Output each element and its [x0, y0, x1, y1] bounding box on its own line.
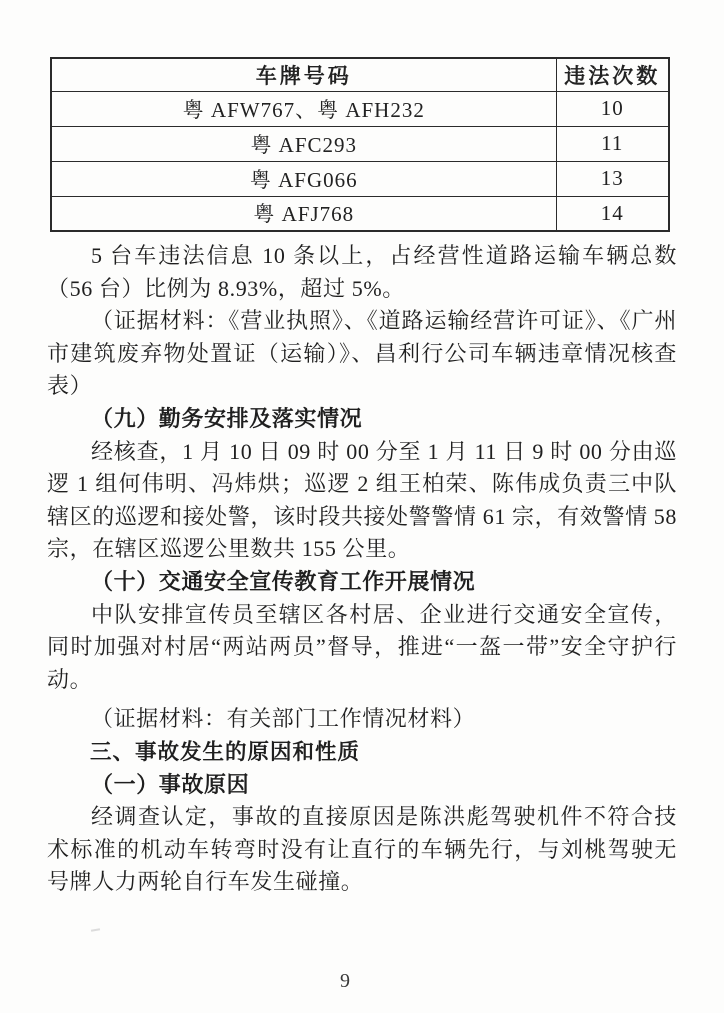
page-number: 9 — [340, 970, 350, 992]
table-cell-count: 10 — [556, 91, 669, 126]
heading-section-10-traffic-safety-publicity: （十）交通安全宣传教育工作开展情况 — [91, 568, 476, 594]
paragraph-evidence-materials-departments: （证据材料：有关部门工作情况材料） — [91, 706, 476, 732]
table-row — [51, 91, 669, 126]
table-header-row — [51, 58, 669, 91]
vehicle-violations-table — [50, 57, 670, 232]
column-header-plate-number: 车牌号码 — [51, 58, 556, 91]
table-cell-count: 14 — [556, 196, 669, 231]
table-cell-plate: 粤 AFG066 — [51, 161, 556, 196]
table-cell-count: 11 — [556, 126, 669, 161]
table-cell-plate: 粤 AFW767、粤 AFH232 — [51, 91, 556, 126]
table-cell-plate: 粤 AFC293 — [51, 126, 556, 161]
table-row — [51, 196, 669, 231]
table-cell-count: 13 — [556, 161, 669, 196]
paragraph-accident-cause-finding: 经调查认定，事故的直接原因是陈洪彪驾驶机件不符合技术标准的机动车转弯时没有让直行的车辆先行，与刘桃驾驶无号牌人力两轮自行车发生碰撞。 — [47, 804, 677, 895]
document-body — [47, 240, 677, 899]
heading-subsection-1-accident-cause: （一）事故原因 — [91, 771, 250, 797]
table-cell-plate: 粤 AFJ768 — [51, 196, 556, 231]
scan-artifact — [91, 928, 100, 932]
heading-section-3-accident-cause-and-nature: 三、事故发生的原因和性质 — [90, 739, 361, 764]
table-row — [51, 161, 669, 196]
paragraph-evidence-materials-licenses: （证据材料：《营业执照》、《道路运输经营许可证》、《广州市建筑废弃物处置证（运输）》、昌利行公司车辆违章情况核查表） — [47, 308, 677, 399]
paragraph-fleet-violation-stats: 5 台车违法信息 10 条以上，占经营性道路运输车辆总数（56 台）比例为 8.93%，超过 5%。 — [47, 243, 677, 301]
table-row — [51, 126, 669, 161]
paragraph-patrol-duty-details: 经核查，1 月 10 日 09 时 00 分至 1 月 11 日 9 时 00 分由巡逻 1 组何伟明、冯炜烘；巡逻 2 组王柏荣、陈伟成负责三中队辖区的巡逻和接处警，该时段共接处警警情 61 宗，有效警情 58 宗，在辖区巡逻公里数共 155 公里。 — [47, 438, 677, 562]
column-header-violation-count: 违法次数 — [556, 58, 669, 91]
paragraph-publicity-work-details: 中队安排宣传员至辖区各村居、企业进行交通安全宣传，同时加强对村居“两站两员”督导，推进“一盔一带”安全守护行动。 — [47, 601, 677, 692]
heading-section-9-duty-arrangement: （九）勤务安排及落实情况 — [91, 405, 363, 431]
